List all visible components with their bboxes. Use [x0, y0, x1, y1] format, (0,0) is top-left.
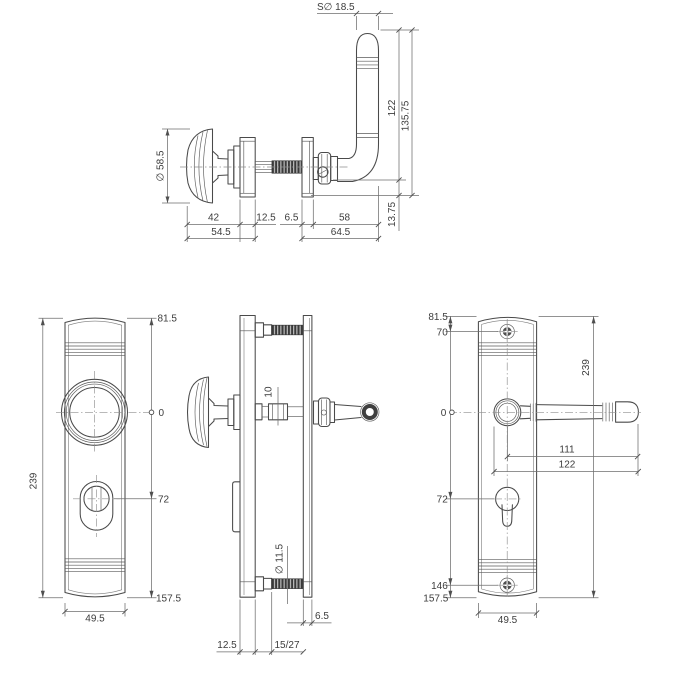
lever-side-profile [313, 34, 378, 185]
top-connecting-screw [255, 323, 302, 337]
dim-lever-total: 122 [558, 459, 576, 471]
dim-knob-depth: 42 [207, 212, 220, 224]
plate-knob-dimensions [29, 314, 182, 625]
edge-section-view [188, 316, 379, 656]
dim-plate-center: 0 [158, 407, 165, 419]
dim-screw-bottom: 146 [431, 580, 448, 592]
dim-sphere-dia: S∅ 18.5 [317, 2, 355, 13]
dim-plate-cylinder: 72 [436, 494, 448, 506]
dim-outer-rose-thickness: 6.5 [284, 212, 299, 224]
knob-side-profile [187, 129, 241, 203]
dim-lever-depth: 58 [338, 212, 351, 224]
grip-ribs [357, 58, 379, 138]
inner-plate-edge [303, 316, 312, 598]
cylinder-edge-profile [233, 482, 240, 532]
grip-end-view [364, 406, 376, 418]
knob-edge-profile [188, 377, 241, 448]
dim-knob-dia: ∅ 58.5 [155, 150, 167, 182]
top-view-dimensions [156, 2, 420, 242]
dim-screw-top: 70 [436, 327, 448, 339]
dim-grip-to-center: 122 [387, 99, 398, 117]
dim-knob-total-depth: 54.5 [211, 226, 231, 238]
plate-lever-dimensions [423, 312, 641, 626]
dim-plate-width: 49.5 [85, 613, 105, 625]
dim-below-center: 13.75 [387, 201, 398, 228]
outer-plate-edge [240, 316, 255, 598]
plate-rib-band-bottom [65, 559, 125, 572]
bottom-connecting-screw [255, 577, 302, 591]
dim-spindle-square: 10 [263, 386, 275, 398]
dim-plate-bottom: 157.5 [156, 593, 182, 605]
dim-plate-height: 239 [580, 359, 592, 376]
dim-plate-bottom: 157.5 [423, 593, 449, 605]
dim-grip-total: 135.75 [400, 100, 412, 132]
dim-rose-thickness: 12.5 [256, 212, 276, 224]
spindle-section [255, 404, 303, 420]
plate-rib-band-top [65, 343, 125, 356]
dim-lever-total-depth: 64.5 [330, 226, 351, 238]
dim-screw-dia: ∅ 11.5 [274, 543, 286, 575]
lever-edge-profile [314, 398, 379, 427]
security-cylinder-front [73, 475, 120, 537]
inside-plate-lever-view [423, 312, 641, 626]
side-view-knob-lever [156, 2, 420, 242]
dim-outer-plate-thickness: 12.5 [217, 639, 237, 651]
dim-plate-height: 239 [28, 472, 40, 490]
dim-inner-plate-thickness: 6.5 [315, 610, 329, 622]
dim-plate-center: 0 [440, 408, 447, 419]
outside-plate-knob-view [29, 314, 182, 625]
dim-plate-top: 81.5 [428, 312, 448, 324]
dim-plate-width: 49.5 [497, 614, 518, 626]
dim-plate-cylinder: 72 [158, 494, 170, 506]
dim-plate-top: 81.5 [157, 313, 177, 325]
dim-screw-length: 15/27 [274, 639, 300, 651]
dim-lever-from-center: 111 [559, 444, 575, 456]
